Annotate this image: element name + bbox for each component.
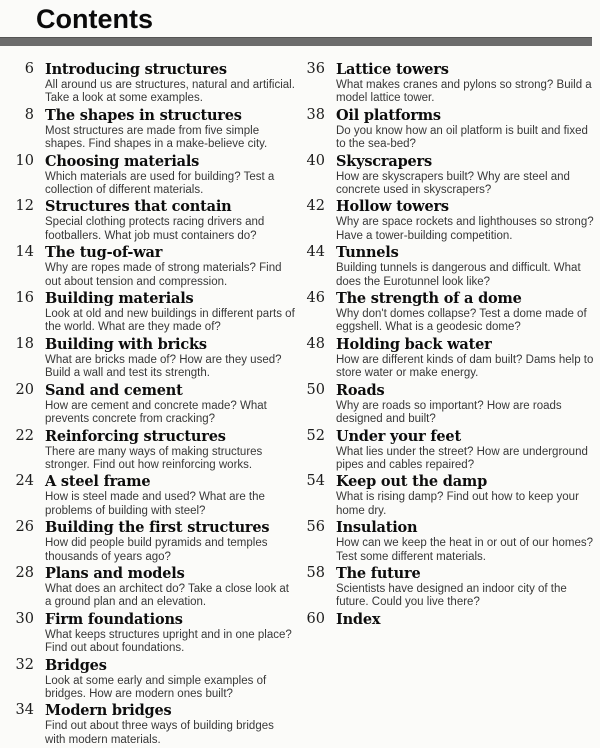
- toc-entry-description: There are many ways of making structures stronger. Find out how reinforcing works.: [45, 445, 263, 471]
- toc-entry-description: What keeps structures upright and in one place? Find out about foundations.: [45, 628, 292, 655]
- toc-entry-title: Building materials: [45, 290, 194, 308]
- toc-entry-body: [45, 702, 295, 747]
- toc-entry-body: [336, 61, 599, 106]
- toc-entry: [299, 428, 599, 473]
- toc-entry-title: The shapes in structures: [45, 106, 242, 124]
- toc-entry-page-number: 26: [15, 519, 34, 536]
- toc-entry-description: Why are space rockets and lighthouses so strong? Have a tower-building competition.: [336, 216, 594, 242]
- toc-entry: [8, 107, 295, 152]
- toc-entry: [299, 519, 599, 564]
- toc-entry-page-number: 54: [306, 473, 325, 490]
- toc-column-right: [299, 61, 599, 748]
- toc-entry-body: [336, 565, 599, 610]
- toc-entry-title: Insulation: [336, 519, 418, 537]
- toc-entry-page-number: 18: [15, 335, 34, 352]
- toc-entry-body: [336, 198, 599, 243]
- toc-entry-page-number: 42: [306, 198, 325, 215]
- toc-entry-title: Structures that contain: [45, 198, 232, 216]
- toc-entry-body: [45, 290, 295, 335]
- toc-entry: [8, 702, 295, 747]
- toc-entry: [299, 336, 599, 381]
- toc-entry-description: How is steel made and used? What are the problems of building with steel?: [45, 491, 265, 517]
- toc-entry: [299, 382, 599, 427]
- toc-entry: [299, 153, 599, 198]
- toc-entry-body: [45, 61, 295, 106]
- toc-entry-title: Reinforcing structures: [45, 427, 226, 445]
- toc-entry-page-number: 38: [306, 106, 325, 123]
- toc-entry: [8, 290, 295, 335]
- toc-entry-title: A steel frame: [45, 473, 151, 491]
- toc-entry-description: Which materials are used for building? Test a collection of different materials.: [45, 170, 275, 197]
- toc-columns: [0, 46, 600, 748]
- toc-entry-page-number: 12: [15, 198, 34, 215]
- toc-entry-description: Special clothing protects racing drivers and footballers. What job must containers do?: [45, 216, 265, 242]
- toc-entry-body: [336, 336, 599, 381]
- toc-entry-description: All around us are structures, natural and artificial. Take a look at some examples.: [45, 79, 295, 105]
- toc-entry-page-number: 40: [306, 152, 325, 169]
- toc-entry-body: [336, 382, 599, 427]
- toc-entry-description: How are different kinds of dam built? Dams help to store water or make energy.: [336, 353, 594, 380]
- toc-entry-description: Look at old and new buildings in different parts of the world. What are they made of?: [45, 308, 295, 334]
- toc-entry-page-number: 16: [15, 290, 34, 307]
- toc-entry-page-number: 24: [15, 473, 34, 490]
- toc-entry: [8, 244, 295, 289]
- toc-entry-title: Building the first structures: [45, 519, 270, 537]
- toc-entry-description: Most structures are made from five simple shapes. Find shapes in a make-believe city.: [45, 124, 268, 151]
- toc-entry-description: What makes cranes and pylons so strong? Build a model lattice tower.: [336, 79, 592, 105]
- toc-entry: [8, 428, 295, 473]
- toc-entry-title: The future: [336, 564, 421, 582]
- toc-entry-description: What is rising damp? Find out how to keep your home dry.: [336, 491, 579, 517]
- toc-entry-body: [336, 428, 599, 473]
- toc-entry-title: The tug-of-war: [45, 244, 163, 262]
- toc-entry-description: Why are roads so important? How are roads designed and built?: [336, 399, 562, 426]
- toc-entry-body: [336, 244, 599, 289]
- toc-entry-description: Find out about three ways of building bridges with modern materials.: [45, 720, 274, 746]
- toc-entry-title: Choosing materials: [45, 152, 200, 170]
- toc-entry-description: How are skyscrapers built? Why are steel and concrete used in skyscrapers?: [336, 170, 570, 197]
- toc-entry-page-number: 36: [306, 61, 325, 77]
- toc-entry-description: How are cement and concrete made? What prevents concrete from cracking?: [45, 399, 267, 426]
- toc-entry-description: Why are ropes made of strong materials? Find out about tension and compression.: [45, 262, 282, 288]
- toc-entry: [8, 336, 295, 381]
- toc-entry: [8, 198, 295, 243]
- toc-entry-body: [45, 473, 295, 518]
- toc-entry: [299, 611, 599, 628]
- toc-entry: [8, 519, 295, 564]
- toc-entry-body: [45, 198, 295, 243]
- toc-entry: [8, 61, 295, 106]
- toc-entry-page-number: 56: [306, 519, 325, 536]
- toc-entry: [299, 244, 599, 289]
- toc-entry-page-number: 60: [306, 610, 325, 627]
- toc-entry-page-number: 8: [24, 106, 34, 123]
- toc-entry-description: Do you know how an oil platform is built and fixed to the sea-bed?: [336, 124, 588, 151]
- toc-entry-body: [336, 611, 599, 628]
- toc-entry: [299, 565, 599, 610]
- toc-entry-page-number: 14: [15, 244, 34, 261]
- toc-entry: [8, 565, 295, 610]
- toc-entry-description: How can we keep the heat in or out of our homes? Test some different materials.: [336, 537, 593, 563]
- toc-entry-description: Building tunnels is dangerous and difficult. What does the Eurotunnel look like?: [336, 262, 581, 288]
- toc-entry: [299, 61, 599, 106]
- toc-entry-title: Bridges: [45, 656, 107, 674]
- toc-entry-description: Look at some early and simple examples of bridges. How are modern ones built?: [45, 674, 267, 700]
- toc-entry-page-number: 22: [15, 427, 34, 444]
- toc-entry-page-number: 20: [15, 381, 34, 398]
- toc-entry-page-number: 50: [306, 381, 325, 398]
- toc-entry-page-number: 30: [15, 610, 34, 627]
- toc-entry-title: Under your feet: [336, 427, 461, 445]
- toc-entry-page-number: 10: [15, 152, 34, 169]
- header-rule: [0, 37, 592, 46]
- toc-entry-description: Scientists have designed an indoor city of the future. Could you live there?: [336, 582, 567, 609]
- toc-entry-body: [45, 153, 295, 198]
- toc-entry-title: Index: [336, 610, 381, 628]
- toc-entry-body: [45, 428, 295, 473]
- toc-entry-description: What does an architect do? Take a close look at a ground plan and an elevation.: [45, 582, 289, 609]
- toc-entry-body: [45, 336, 295, 381]
- toc-entry-body: [45, 107, 295, 152]
- toc-entry-title: Building with bricks: [45, 335, 207, 353]
- toc-entry-title: Modern bridges: [45, 702, 172, 720]
- toc-entry-page-number: 52: [306, 427, 325, 444]
- toc-entry-page-number: 28: [15, 564, 34, 581]
- toc-entry-body: [45, 519, 295, 564]
- toc-entry-title: Plans and models: [45, 564, 185, 582]
- toc-entry-body: [336, 290, 599, 335]
- toc-entry-title: Skyscrapers: [336, 152, 432, 170]
- toc-entry-page-number: 32: [15, 656, 34, 673]
- toc-entry-title: Keep out the damp: [336, 473, 488, 491]
- toc-entry-body: [45, 565, 295, 610]
- toc-entry-title: Holding back water: [336, 335, 492, 353]
- toc-column-left: [8, 61, 295, 748]
- toc-entry-page-number: 6: [24, 61, 34, 77]
- toc-entry-body: [336, 473, 599, 518]
- toc-entry-page-number: 44: [306, 244, 325, 261]
- toc-entry-page-number: 46: [306, 290, 325, 307]
- toc-entry-description: What lies under the street? How are underground pipes and cables repaired?: [336, 445, 588, 471]
- toc-entry-page-number: 34: [15, 702, 34, 719]
- toc-entry-body: [336, 153, 599, 198]
- toc-entry-title: Roads: [336, 381, 385, 399]
- toc-entry-body: [45, 244, 295, 289]
- toc-entry-page-number: 48: [306, 335, 325, 352]
- toc-entry: [299, 473, 599, 518]
- toc-entry-title: Oil platforms: [336, 106, 441, 124]
- page-title: Contents: [36, 4, 153, 34]
- toc-entry-description: Why don't domes collapse? Test a dome made of eggshell. What is a geodesic dome?: [336, 308, 587, 334]
- toc-entry-body: [45, 382, 295, 427]
- toc-entry: [8, 611, 295, 656]
- toc-entry: [8, 153, 295, 198]
- toc-entry: [299, 107, 599, 152]
- toc-entry-title: The strength of a dome: [336, 290, 522, 308]
- toc-entry-title: Lattice towers: [336, 61, 449, 78]
- toc-entry-body: [45, 657, 295, 702]
- toc-entry: [299, 290, 599, 335]
- toc-entry-title: Introducing structures: [45, 61, 227, 78]
- toc-entry: [299, 198, 599, 243]
- toc-entry: [8, 657, 295, 702]
- toc-entry-description: How did people build pyramids and temples thousands of years ago?: [45, 537, 268, 563]
- toc-entry-title: Sand and cement: [45, 381, 183, 399]
- toc-entry-body: [336, 107, 599, 152]
- toc-entry: [8, 473, 295, 518]
- toc-entry-title: Hollow towers: [336, 198, 449, 216]
- toc-entry: [8, 382, 295, 427]
- toc-entry-body: [45, 611, 295, 656]
- toc-entry-description: What are bricks made of? How are they used? Build a wall and test its strength.: [45, 353, 282, 380]
- toc-entry-page-number: 58: [306, 564, 325, 581]
- toc-entry-body: [336, 519, 599, 564]
- toc-entry-title: Tunnels: [336, 244, 399, 262]
- toc-entry-title: Firm foundations: [45, 610, 183, 628]
